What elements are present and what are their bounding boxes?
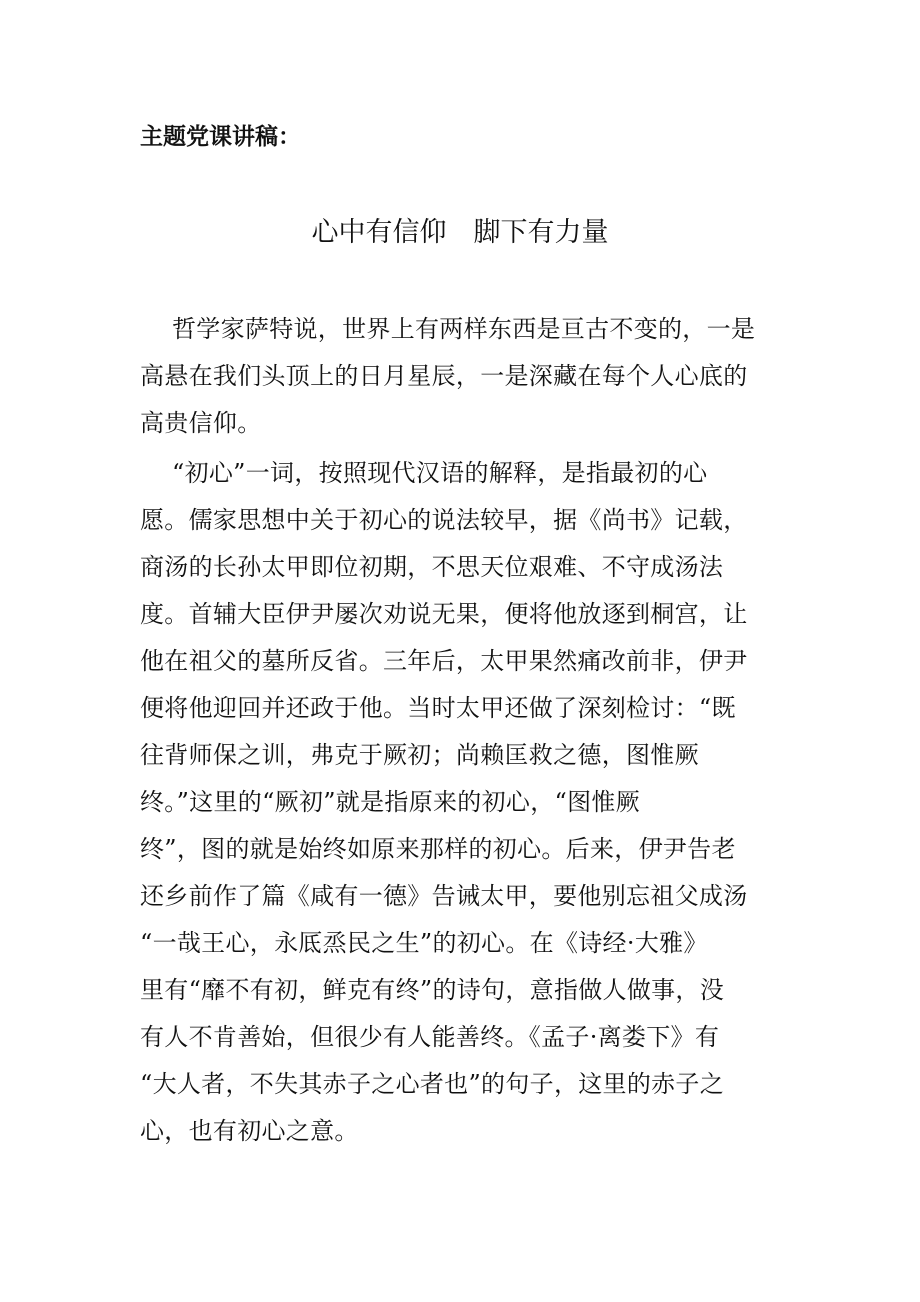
paragraph-line: 有人不肯善始，但很少有人能善终。《孟子·离娄下》有 <box>140 1023 720 1051</box>
paragraph-line: “大人者，不失其赤子之心者也”的句子，这里的赤子之 <box>140 1070 725 1098</box>
paragraph-line: 愿。儒家思想中关于初心的说法较早，据《尚书》记载， <box>140 506 748 534</box>
paragraph-line: 商汤的长孙太甲即位初期，不思天位艰难、不守成汤法 <box>140 553 724 581</box>
paragraph-line: 高贵信仰。 <box>140 409 262 437</box>
paragraph-line: 往背师保之训，弗克于厥初；尚赖匡救之德，图惟厥 <box>140 741 699 769</box>
paragraph-line: 他在祖父的墓所反省。三年后，太甲果然痛改前非，伊尹 <box>140 647 748 675</box>
paragraph-2 <box>140 450 780 1155</box>
paragraph-1 <box>140 306 780 447</box>
paragraph-line: 里有“靡不有初，鲜克有终”的诗句，意指做人做事，没 <box>140 976 725 1004</box>
paragraph-line: “初心”一词，按照现代汉语的解释，是指最初的心 <box>172 459 708 487</box>
paragraph-line: 度。首辅大臣伊尹屡次劝说无果，便将他放逐到桐宫，让 <box>140 600 748 628</box>
paragraph-line: 便将他迎回并还政于他。当时太甲还做了深刻检讨：“既 <box>140 694 736 722</box>
paragraph-line: “一哉王心，永厎烝民之生”的初心。在《诗经·大雅》 <box>140 929 708 957</box>
document-title: 心中有信仰 脚下有力量 <box>311 217 609 248</box>
paragraph-line: 心，也有初心之意。 <box>140 1117 359 1145</box>
paragraph-line: 终”，图的就是始终如原来那样的初心。后来，伊尹告老 <box>140 835 736 863</box>
paragraph-line: 终。”这里的“厥初”就是指原来的初心，“图惟厥 <box>140 788 640 816</box>
document-heading: 主题党课讲稿： <box>140 124 301 150</box>
paragraph-line: 还乡前作了篇《咸有一德》告诫太甲，要他别忘祖父成汤 <box>140 882 748 910</box>
paragraph-line: 高悬在我们头顶上的日月星辰，一是深藏在每个人心底的 <box>140 362 748 390</box>
paragraph-line: 哲学家萨特说，世界上有两样东西是亘古不变的，一是 <box>172 315 756 343</box>
